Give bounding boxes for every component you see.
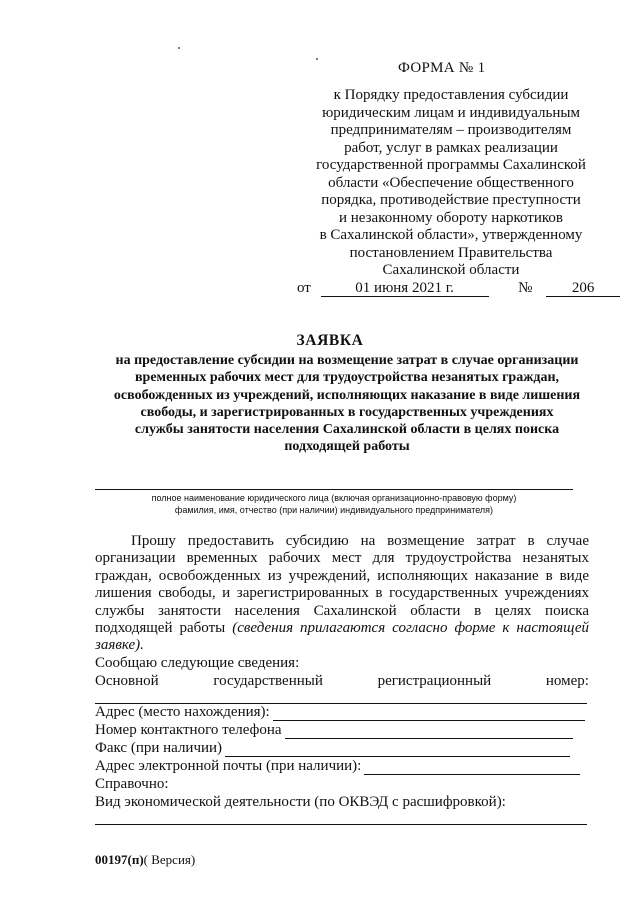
request-line: граждан, освобожденных из учреждений, исполняющих наказание в виде <box>95 567 589 584</box>
approval-line: предпринимателям – производителям <box>330 122 572 138</box>
ogrn-word: Основной <box>95 673 159 689</box>
fax-label: Факс (при наличии) <box>95 740 223 756</box>
address-field <box>95 704 585 721</box>
info-intro: Сообщаю следующие сведения: <box>95 655 300 671</box>
caption-line: полное наименование юридического лица (включая организационно-правовую форму) <box>151 493 517 503</box>
decree-number-label: № <box>518 280 533 296</box>
caption-line: фамилия, имя, отчество (при наличии) индивидуального предпринимателя) <box>174 505 494 515</box>
applicant-name-line <box>95 489 573 490</box>
ogrn-label <box>95 673 589 690</box>
request-line: организации временных рабочих мест для трудоустройства незанятых <box>95 550 589 567</box>
scan-speck <box>316 58 318 60</box>
subheading-line: освобожденных из учреждений, исполняющих наказание в виде лишения <box>113 387 581 403</box>
reference-label: Справочно: <box>95 776 169 792</box>
application-heading: ЗАЯВКА <box>296 332 364 349</box>
approval-block <box>296 87 606 280</box>
fax-input-line[interactable] <box>225 742 570 757</box>
application-subheading <box>82 352 612 456</box>
approval-line: области «Обеспечение общественного <box>328 174 574 191</box>
footer-version: ( Версия) <box>143 852 196 867</box>
activity-label: Вид экономической деятельности (по ОКВЭД с расшифровкой): <box>95 794 506 810</box>
phone-label: Номер контактного телефона <box>95 722 282 738</box>
approval-line: к Порядку предоставления субсидии <box>333 87 569 103</box>
subheading-line: службы занятости населения Сахалинской области в целях поиска <box>134 422 560 438</box>
scan-speck <box>178 47 180 49</box>
address-input-line[interactable] <box>273 706 585 721</box>
footer-code: 00197(п) <box>95 852 144 867</box>
decree-date: 01 июня 2021 г. <box>321 280 489 297</box>
request-note-italic: (сведения прилагаются согласно форме к настоящей <box>232 620 589 637</box>
form-title: ФОРМА № 1 <box>398 60 486 76</box>
approval-line: в Сахалинской области», утвержденному <box>319 227 583 243</box>
document-footer <box>95 852 195 868</box>
subheading-line: подходящей работы <box>284 439 410 455</box>
request-paragraph <box>95 533 589 655</box>
approval-line: Сахалинской области <box>382 262 520 278</box>
approval-line: работ, услуг в рамках реализации <box>344 139 558 156</box>
address-label: Адрес (место нахождения): <box>95 704 270 720</box>
ogrn-word: номер: <box>545 673 589 689</box>
request-line: службы занятости населения Сахалинской области в целях поиска <box>95 602 589 619</box>
applicant-name-caption <box>95 492 573 516</box>
approval-line: порядка, противодействие преступности <box>321 192 581 208</box>
fax-field <box>95 740 570 757</box>
approval-line: юридическим лицам и индивидуальным <box>322 104 580 121</box>
request-line <box>95 620 589 637</box>
email-input-line[interactable] <box>364 760 580 775</box>
approval-line: постановлением Правительства <box>349 244 553 261</box>
activity-fill-line[interactable] <box>95 824 587 825</box>
subheading-line: на предоставление субсидии на возмещение затрат в случае организации <box>115 353 579 368</box>
ogrn-word: государственный <box>213 673 323 689</box>
decree-number: 206 <box>546 280 620 297</box>
request-note-tail: заявке). <box>95 637 144 654</box>
approval-line: государственной программы Сахалинской <box>316 157 586 173</box>
approval-line: и незаконному обороту наркотиков <box>338 209 563 226</box>
phone-input-line[interactable] <box>285 724 573 739</box>
phone-field <box>95 722 573 739</box>
request-line-text: подходящей работы <box>95 620 233 637</box>
subheading-line: временных рабочих мест для трудоустройства незанятых граждан, <box>134 370 560 386</box>
email-field <box>95 758 580 775</box>
decree-from-label: от <box>297 280 311 296</box>
ogrn-word: регистрационный <box>377 673 492 689</box>
subheading-line: свободы, и зарегистрированных в государственных учреждениях <box>140 404 554 420</box>
request-line: лишения свободы, и зарегистрированных в государственных учреждениях <box>95 585 589 602</box>
decree-date-row <box>297 280 620 297</box>
request-line: Прошу предоставить субсидию на возмещение затрат в случае <box>131 533 589 549</box>
email-label: Адрес электронной почты (при наличии): <box>95 758 362 774</box>
